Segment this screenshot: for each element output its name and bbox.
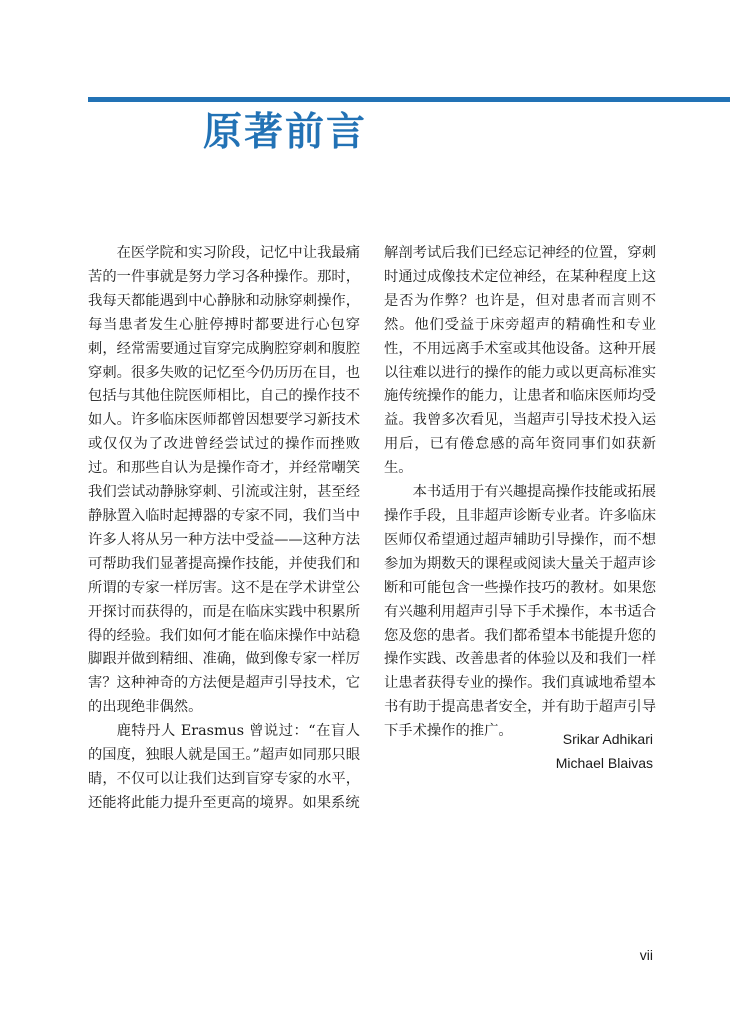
paragraph-2: 鹿特丹人 Erasmus 曾说过：“在盲人的国度，独眼人就是国王。”超声如同那只眼睛，不仅可以让我们达到盲穿专家的水平，还能将此能力提升至更高的境界。如果系统 [88, 723, 360, 811]
page-number: vii [639, 947, 653, 963]
paragraph-3: 本书适用于有兴趣提高操作技能或拓展操作手段，且非超声诊断专业者。许多临床医师仅希望通过超声辅助引导操作，而不想参加为期数天的课程或阅读大量关于超声诊断和可能包含一些操作技巧的教材。如果您有兴趣利用超声引导下手术操作，本书适合您及您的患者。我们都希望本书能提升您的操作实践、改善患者的体验以及和我们一样让患者获得专业的操作。我们真诚地希望本书有助于提高患者安全，并有助于超声引导下手术操作的推广。 [384, 484, 656, 740]
left-column [88, 242, 360, 816]
paragraph-1: 在医学院和实习阶段，记忆中让我最痛苦的一件事就是努力学习各种操作。那时，我每天都能遇到中心静脉和动脉穿刺操作，每当患者发生心脏停搏时都要进行心包穿刺，经常需要通过盲穿完成胸腔穿刺和腹腔穿刺。很多失败的记忆至今仍历历在目，也包括与其他住院医师相比，自己的操作技不如人。许多临床医师都曾因想要学习新技术或仅仅为了改进曾经尝试过的操作而挫败过。和那些自认为是操作奇才，并经常嘲笑我们尝试动静脉穿刺、引流或注射，甚至经静脉置入临时起搏器的专家不同，我们当中许多人将从另一种方法中受益——这种方法可帮助我们显著提高操作技能，并使我们和所谓的专家一样厉害。这不是在学术讲堂公开探讨而获得的，而是在临床实践中积累所得的经验。我们如何才能在临床操作中站稳脚跟并做到精细、准确，做到像专家一样厉害？这种神奇的方法便是超声引导技术，它的出现绝非偶然。 [88, 245, 360, 716]
header-rule [88, 97, 730, 102]
paragraph-2-continued: 解剖考试后我们已经忘记神经的位置，穿刺时通过成像技术定位神经，在某种程度上这是否为作弊？也许是，但对患者而言则不然。他们受益于床旁超声的精确性和专业性，不用远离手术室或其他设备。这种开展以往难以进行的操作的能力或以更高标准实施传统操作的能力，让患者和临床医师均受益。我曾多次看见，当超声引导技术投入运用后，已有倦怠感的高年资同事们如获新生。 [384, 245, 656, 477]
page-title: 原著前言 [203, 110, 368, 155]
right-column [384, 242, 656, 744]
author-name: Srikar Adhikari [562, 731, 653, 747]
author-signatures [556, 727, 653, 775]
author-name: Michael Blaivas [555, 755, 653, 771]
